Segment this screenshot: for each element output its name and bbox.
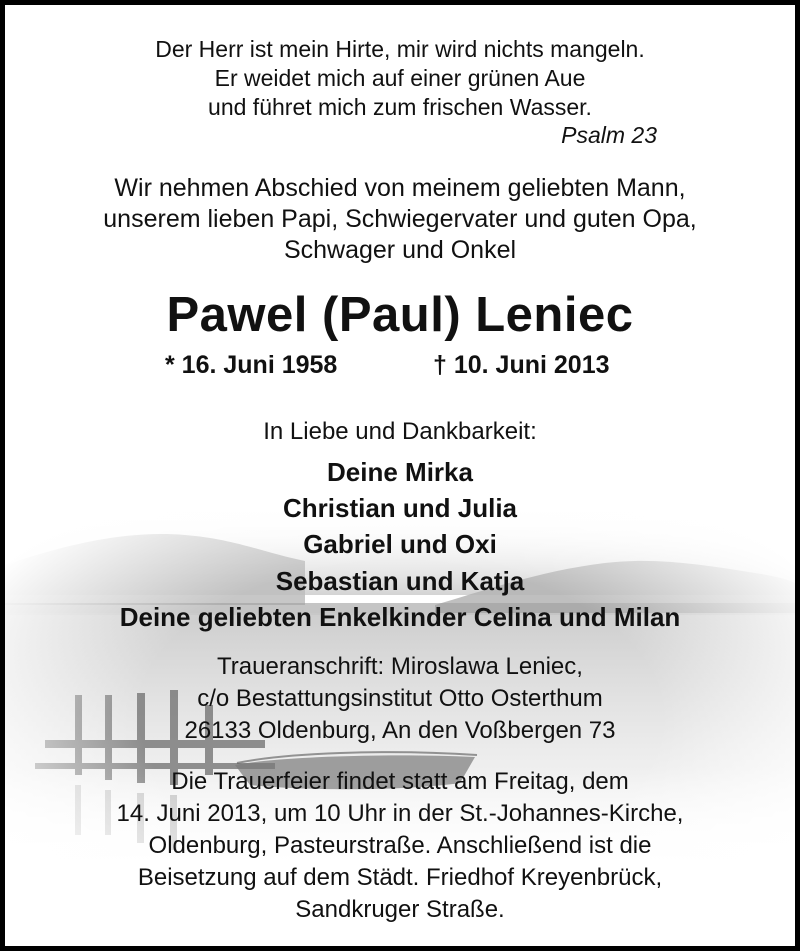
address-line-3: 26133 Oldenburg, An den Voßbergen 73: [184, 717, 616, 744]
service-line-5: Sandkruger Straße.: [295, 896, 505, 923]
mourner-5: Deine geliebten Enkelkinder Celina und Milan: [119, 602, 681, 632]
psalm-reference: Psalm 23: [561, 122, 657, 148]
death-date: † 10. Juni 2013: [433, 351, 610, 379]
address-line-2: c/o Bestattungsinstitut Otto Osterthum: [197, 685, 603, 712]
mourner-4: Sebastian und Katja: [275, 566, 525, 596]
service-line-1: Die Trauerfeier findet statt am Freitag, dem: [171, 768, 629, 795]
mourner-3: Gabriel und Oxi: [303, 529, 497, 559]
thanks-line: In Liebe und Dankbarkeit:: [263, 418, 537, 445]
intro-line-2: unserem lieben Papi, Schwiegervater und guten Opa,: [103, 205, 697, 233]
mourner-2: Christian und Julia: [282, 493, 518, 523]
intro-line-3: Schwager und Onkel: [283, 236, 517, 264]
psalm-line-1: Der Herr ist mein Hirte, mir wird nichts mangeln.: [155, 36, 645, 62]
psalm-line-3: und führet mich zum frischen Wasser.: [208, 94, 592, 120]
intro-line-1: Wir nehmen Abschied von meinem geliebten Mann,: [114, 174, 686, 202]
psalm-line-2: Er weidet mich auf einer grünen Aue: [214, 65, 586, 91]
mourner-1: Deine Mirka: [327, 457, 473, 487]
service-line-2: 14. Juni 2013, um 10 Uhr in der St.-Johannes-Kirche,: [116, 800, 684, 827]
birth-date: * 16. Juni 1958: [165, 351, 338, 379]
address-line-1: Traueranschrift: Miroslawa Leniec,: [217, 653, 583, 680]
service-line-3: Oldenburg, Pasteurstraße. Anschließend ist die: [148, 832, 652, 859]
service-line-4: Beisetzung auf dem Städt. Friedhof Kreyenbrück,: [137, 864, 663, 891]
deceased-name: Pawel (Paul) Leniec: [166, 288, 634, 342]
